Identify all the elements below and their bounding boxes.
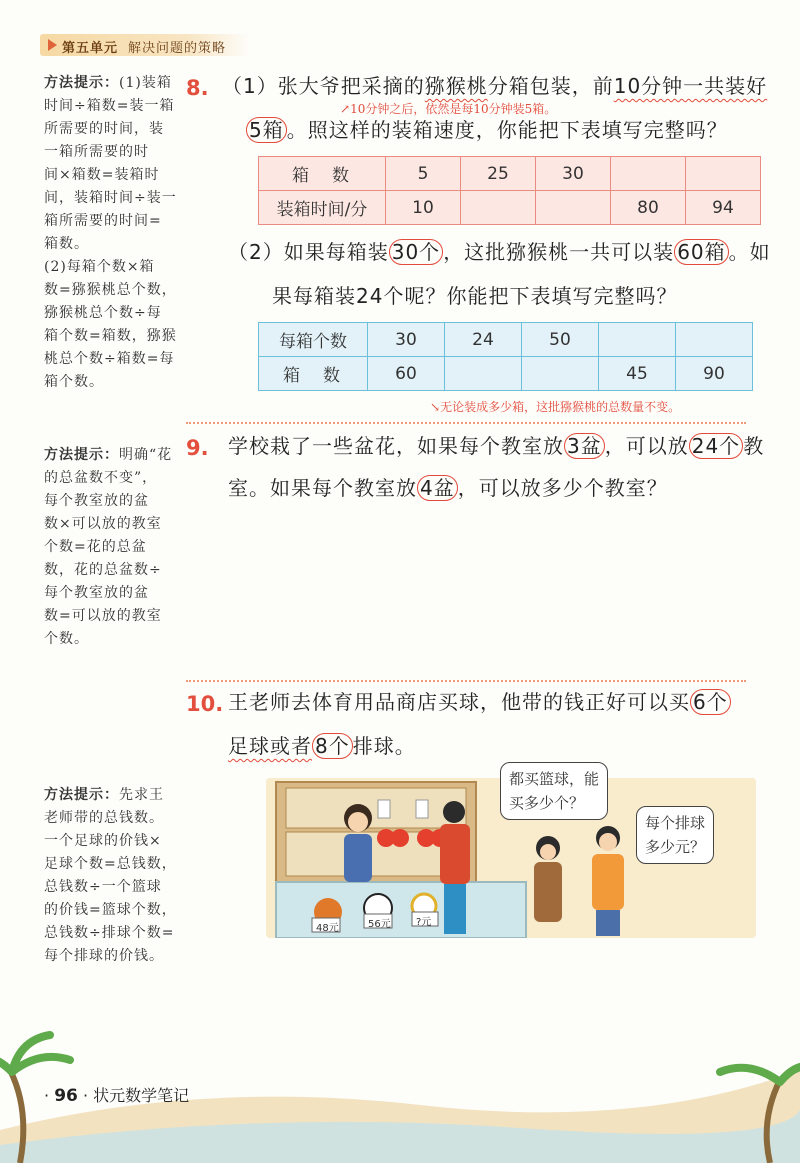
p9-line-1: 学校栽了一些盆花，如果每个教室放 3盆 ，可以放 24个 教 [228, 434, 765, 458]
hint-prefix: 方法提示： [44, 75, 119, 91]
volleyball-price: ?元 [416, 917, 432, 928]
p8-line-3: （2）如果每箱装 30个 ，这批猕猴桃一共可以装 60箱 。如 [228, 240, 771, 264]
unit-label: 第五单元 [62, 41, 119, 56]
blank-cell[interactable] [445, 357, 522, 391]
page-footer: · 96 · 状元数学笔记 [44, 1086, 190, 1106]
unit-title: 解决问题的策略 [128, 41, 227, 56]
problem-number-10: 10. [186, 692, 224, 716]
blank-cell[interactable] [676, 323, 753, 357]
method-hint-2: 方法提示：明确“花 的总盆数不变”， 每个教室放的盆 数×可以放的教室 个数=花的总盆 数，花的总盆数÷ 每个教室放的盆 数=可以放的教室 个数。 [44, 447, 173, 647]
blank-cell[interactable] [599, 323, 676, 357]
table-row: 每箱个数 30 24 50 [259, 323, 753, 357]
p8-line-1: （1）张大爷把采摘的猕猴桃分箱包装，前10分钟一共装好 [222, 74, 768, 98]
hint-prefix: 方法提示： [44, 447, 119, 463]
p10-line-2: 足球或者 8个 排球。 [228, 734, 416, 758]
p8-line-4: 果每箱装24个呢？你能把下表填写完整吗？ [272, 284, 678, 308]
basketball-price: 48元 [316, 923, 339, 934]
blank-cell[interactable] [461, 191, 536, 225]
hint-prefix: 方法提示： [44, 787, 119, 803]
blank-cell[interactable] [522, 357, 599, 391]
p10-line-1: 王老师去体育用品商店买球，他带的钱正好可以买 6个 [228, 688, 731, 716]
method-hint-1: 方法提示：(1)装箱 时间÷箱数=装一箱 所需要的时间，装 一箱所需要的时 间×箱数=装箱时 间，装箱时间÷装一 箱所需要的时间= 箱数。 (2)每箱个数×箱 数=猕猴桃总个数， 猕猴桃总个数÷每 箱个数=箱数，猕猴 桃总个数÷箱数=每 箱个数。 [44, 75, 177, 390]
blank-cell[interactable] [611, 157, 686, 191]
divider [186, 422, 746, 424]
speech-bubble-boy: 每个排球 多少元？ [636, 806, 714, 864]
table-row: 箱 数 60 45 90 [259, 357, 753, 391]
table-row: 装箱时间/分 10 80 94 [259, 191, 761, 225]
p9-line-2: 室。如果每个教室放 4盆 ，可以放多少个教室？ [228, 476, 668, 500]
unit-banner [40, 34, 250, 56]
football-price: 56元 [368, 919, 391, 930]
triangle-icon [48, 39, 57, 51]
packing-table-2 [258, 322, 753, 391]
blank-cell[interactable] [536, 191, 611, 225]
page-number: 96 [54, 1086, 78, 1106]
annotation-note-1: ↗10分钟之后，依然是每10分钟装5箱。 [340, 102, 557, 116]
packing-table-1 [258, 156, 761, 225]
p8-line-2: 5箱 。照这样的装箱速度，你能把下表填写完整吗？ [246, 116, 728, 144]
table-row: 箱 数 5 25 30 [259, 157, 761, 191]
book-title: 状元数学笔记 [93, 1086, 190, 1105]
divider [186, 680, 746, 682]
problem-number-8: 8. [186, 76, 209, 100]
problem-number-9: 9. [186, 436, 209, 460]
annotation-note-2: ↘无论装成多少箱，这批猕猴桃的总数量不变。 [430, 400, 681, 414]
speech-bubble-girl: 都买篮球，能 买多少个？ [500, 762, 608, 820]
blank-cell[interactable] [686, 157, 761, 191]
method-hint-3: 方法提示：先求王 老师带的总钱数。 一个足球的价钱× 足球个数=总钱数， 总钱数÷一个篮球 的价钱=篮球个数， 总钱数÷排球个数= 每个排球的价钱。 [44, 787, 177, 964]
